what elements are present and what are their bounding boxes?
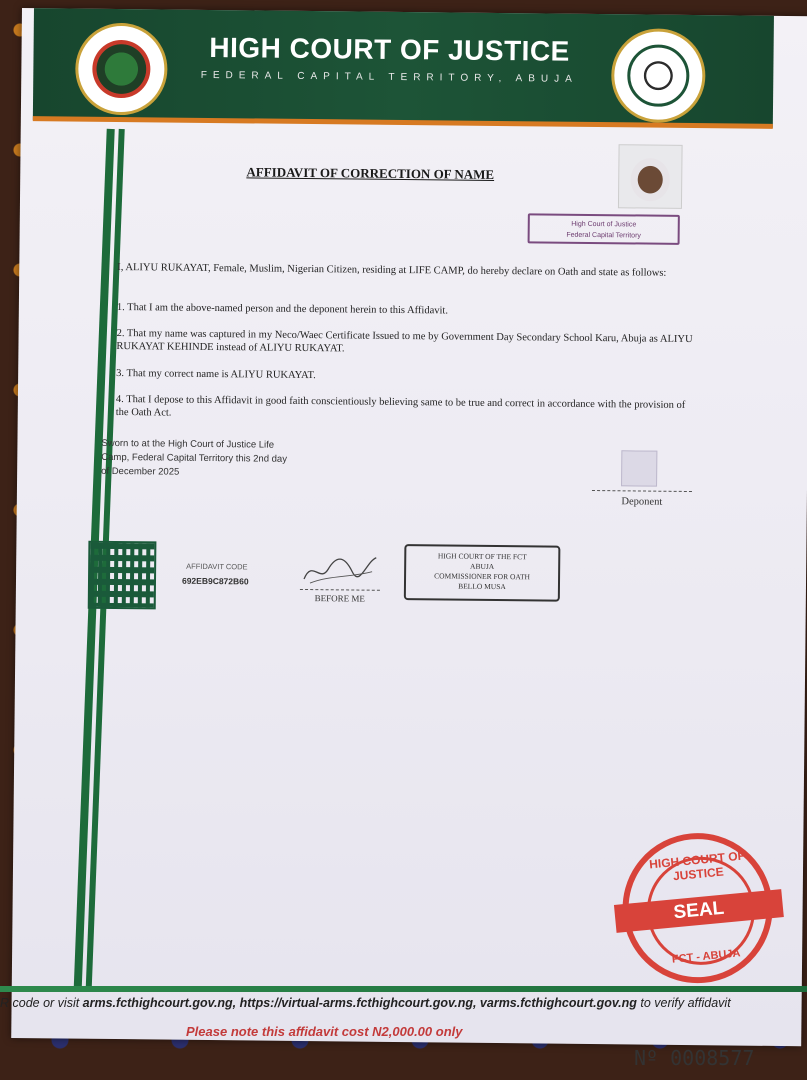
clause-1: 1. That I am the above-named person and the deponent herein to this Affidavit. [116,302,449,317]
court-seal [616,826,779,989]
clause-2: 2. That my name was captured in my Neco/Waec Certificate Issued to me by Government Day Secondary School Karu, Abuja as ALIYU RUKAYAT KEHINDE instead of ALIYU RUKAYAT. [116,328,693,355]
verification-suffix: to verify affidavit [636,996,731,1010]
affidavit-code: 692EB9C872B60 [181,575,249,587]
commissioner-line: BELLO MUSA [458,581,506,592]
fct-high-court-logo-icon [611,28,706,123]
seal-bottom-text: FCT - ABUJA [671,947,741,966]
serial-number: Nº 0008577 [634,1046,755,1070]
verification-note [0,996,807,1010]
before-me-label: BEFORE ME [314,593,366,604]
verification-links[interactable]: arms.fcthighcourt.gov.ng, https://virtual-arms.fcthighcourt.gov.ng, varms.fcthighcourt.gov.ng [82,996,637,1010]
deponent-photo [618,144,683,209]
signature-line [592,490,692,492]
seal-top-text: HIGH COURT OF JUSTICE [648,848,746,884]
court-title: HIGH COURT OF JUSTICE [209,31,570,67]
footer-stripe [0,986,807,992]
signature-line [300,589,380,591]
stamp-line: Federal Capital Territory [566,231,641,240]
verification-prefix: R code or visit [0,996,83,1010]
intro-paragraph: I, ALIYU RUKAYAT, Female, Muslim, Nigerian Citizen, residing at LIFE CAMP, do hereby declare on Oath and state as follows: [117,262,667,279]
sworn-statement: Sworn to at the High Court of Justice Life Camp, Federal Capital Territory this 2nd day of December 2025 [101,437,288,478]
commissioner-line: ABUJA [470,561,495,571]
qr-code-icon[interactable] [88,541,157,610]
affidavit-page [11,8,807,1046]
clause-3: 3. That my correct name is ALIYU RUKAYAT. [116,368,316,382]
court-stamp [528,213,680,245]
document-title: AFFIDAVIT OF CORRECTION OF NAME [246,164,495,182]
signature-icon [300,549,380,590]
nigeria-coat-of-arms-icon [75,23,168,116]
signature-icon [621,450,657,486]
commissioner-line: COMMISSIONER FOR OATH [434,571,531,582]
cost-note: Please note this affidavit cost N2,000.00 only [186,1024,463,1039]
commissioner-line: HIGH COURT OF THE FCT [437,551,527,562]
court-subtitle: FEDERAL CAPITAL TERRITORY, ABUJA [200,69,578,85]
deponent-label: Deponent [621,496,663,508]
seal-band: SEAL [614,889,784,933]
commissioner-stamp [404,544,561,602]
stamp-line: High Court of Justice [571,220,637,229]
affidavit-code-label: AFFIDAVIT CODE [186,561,248,572]
clause-4: 4. That I depose to this Affidavit in good faith conscientiously believing same to be true and correct in accordance with the provision of the Oath Act. [115,394,686,419]
